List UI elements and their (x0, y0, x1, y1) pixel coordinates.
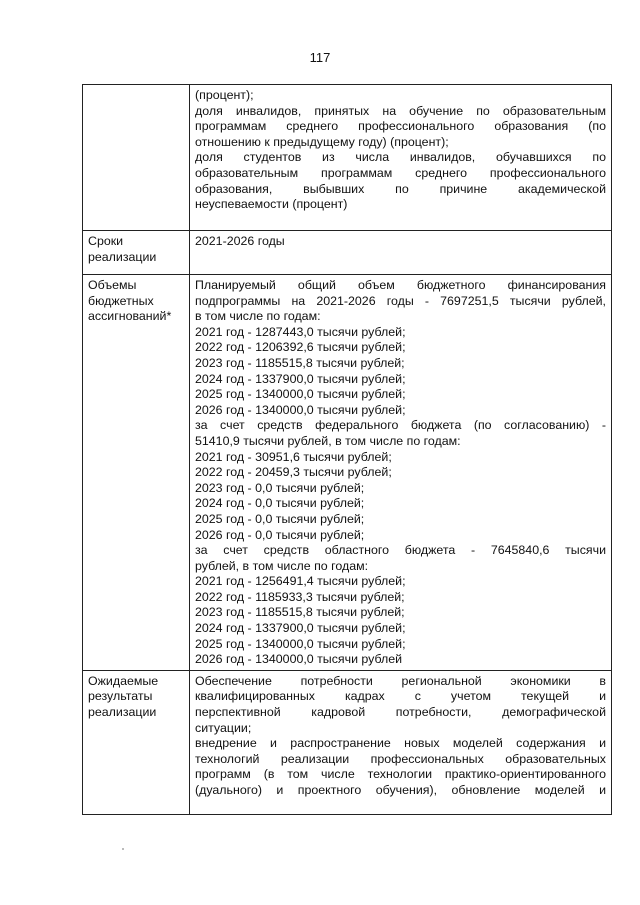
text-line: 2023 год - 1185515,8 тысячи рублей; (195, 355, 405, 370)
text-line: 2024 год - 1337900,0 тысячи рублей; (195, 371, 406, 386)
text-line: программ (в том числе технологии практико-ориентированного (195, 767, 606, 782)
text-line: внедрение и распространение новых моделей содержания и (195, 736, 606, 751)
text-line: (дуального) и проектного обучения), обновление моделей и (195, 783, 606, 797)
text-line: 51410,9 тысячи рублей, в том числе по годам: (195, 433, 461, 448)
terms-value-cell (190, 231, 612, 275)
label-line: результаты (88, 689, 153, 704)
text-line: доля студентов из числа инвалидов, обучавшихся по (195, 150, 606, 165)
text-line: 2026 год - 1340000,0 тысячи рублей (195, 652, 403, 667)
text-line: перспективной кадровой потребности, демографической (195, 705, 606, 720)
indicators-continuation-cell (190, 85, 612, 231)
text-line: за счет средств областного бюджета - 7645840,6 тысячи (195, 543, 606, 558)
label-line: реализации (88, 705, 157, 720)
label-line: Ожидаемые (88, 673, 159, 688)
text-line: (процент); (195, 88, 254, 102)
text-line: образования, выбывших по причине академической (195, 181, 606, 196)
text-line: 2023 год - 0,0 тысячи рублей; (195, 480, 365, 495)
label-line: Объемы (88, 278, 137, 292)
text-line: в том числе по годам: (195, 309, 321, 324)
text-line: технологий реализации профессиональных образовательных (195, 751, 606, 766)
table-row (83, 275, 612, 671)
text-line: подпрограммы на 2021-2026 годы - 7697251,5 тысячи рублей, (195, 293, 606, 308)
text-line: 2021 год - 1256491,4 тысячи рублей; (195, 574, 406, 589)
text-line: 2022 год - 20459,3 тысячи рублей; (195, 465, 392, 480)
text-line: 2022 год - 1206392,6 тысячи рублей; (195, 340, 406, 355)
row-label-empty (83, 85, 190, 231)
text-line: за счет средств федерального бюджета (по согласованию) - (195, 418, 606, 433)
text-line: 2025 год - 0,0 тысячи рублей; (195, 511, 365, 526)
text-line: 2021-2026 годы (195, 234, 285, 248)
text-line: образовательным программам среднего профессионального (195, 165, 606, 180)
text-line: 2022 год - 1185933,3 тысячи рублей; (195, 589, 405, 604)
row-label-budget (83, 275, 190, 671)
scan-speck (122, 848, 124, 850)
row-label-terms (83, 231, 190, 275)
budget-value-cell (190, 275, 612, 671)
text-line: 2026 год - 0,0 тысячи рублей; (195, 527, 365, 542)
text-line: 2024 год - 0,0 тысячи рублей; (195, 496, 365, 511)
text-line: 2021 год - 1287443,0 тысячи рублей; (195, 324, 406, 339)
text-line: 2023 год - 1185515,8 тысячи рублей; (195, 605, 405, 620)
text-line: 2024 год - 1337900,0 тысячи рублей; (195, 621, 406, 636)
text-line: доля инвалидов, принятых на обучение по образовательным (195, 103, 606, 118)
text-line: 2025 год - 1340000,0 тысячи рублей; (195, 636, 406, 651)
text-line: Обеспечение потребности региональной экономики в (195, 673, 606, 688)
label-line: реализации (88, 249, 157, 264)
text-line: ситуации; (195, 720, 252, 735)
row-label-expected-results (83, 670, 190, 814)
page-number: 117 (309, 50, 331, 65)
expected-results-cell (190, 670, 612, 814)
label-line: ассигнований* (88, 309, 172, 324)
text-line: 2021 год - 30951,6 тысячи рублей; (195, 449, 392, 464)
label-line: Сроки (88, 234, 124, 248)
text-line: рублей, в том числе по годам: (195, 558, 369, 573)
text-line: Планируемый общий объем бюджетного финансирования (195, 278, 606, 292)
subprogram-passport-table (82, 84, 612, 815)
table-row (83, 231, 612, 275)
text-line: отношению к предыдущему году) (процент); (195, 134, 449, 149)
text-line: 2025 год - 1340000,0 тысячи рублей; (195, 387, 406, 402)
table-row (83, 670, 612, 814)
text-line: программам среднего профессионального образования (по (195, 119, 606, 134)
table-row (83, 85, 612, 231)
text-line: квалифицированных кадрах с учетом текущей и (195, 689, 606, 704)
text-line: неуспеваемости (процент) (195, 197, 348, 212)
label-line: бюджетных (88, 293, 154, 308)
text-line: 2026 год - 1340000,0 тысячи рублей; (195, 402, 406, 417)
